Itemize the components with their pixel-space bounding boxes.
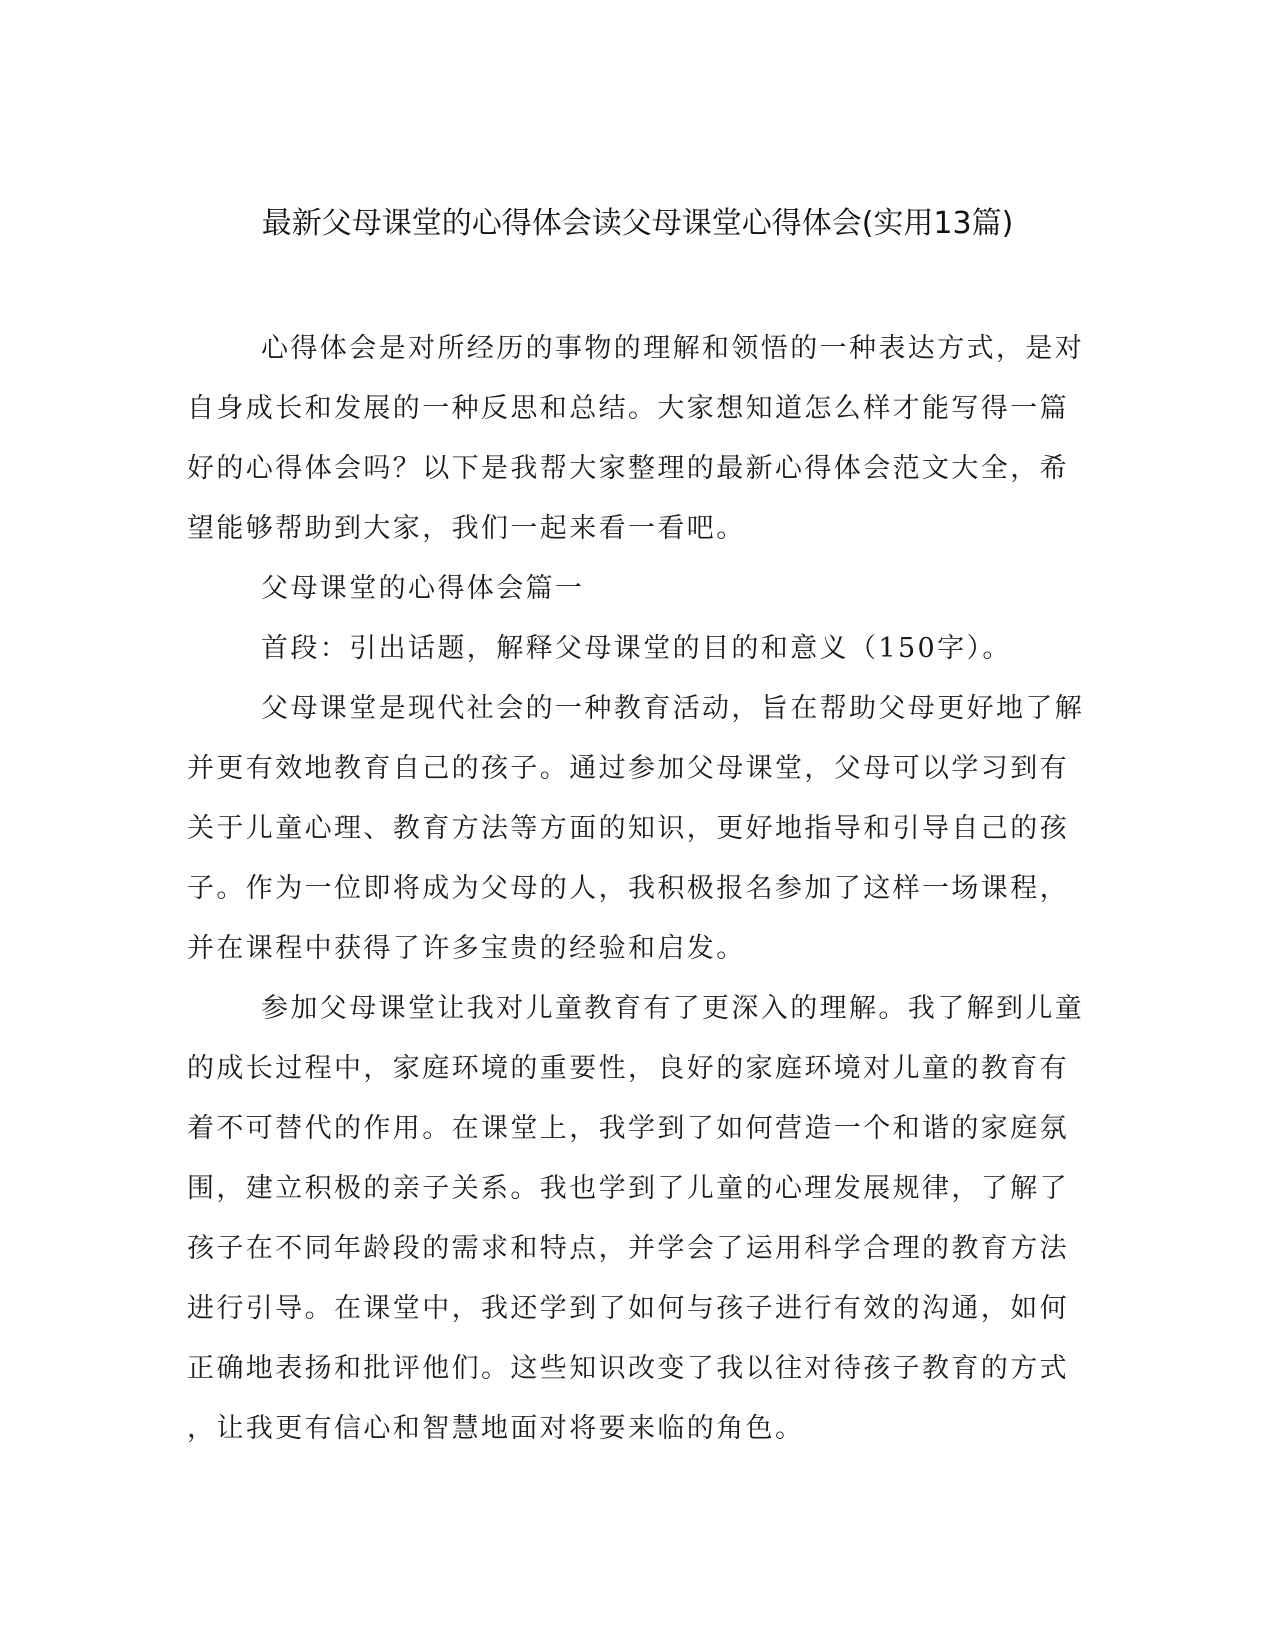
section-heading: 父母课堂的心得体会篇一 <box>261 573 585 604</box>
text-line: 首段：引出话题，解释父母课堂的目的和意义（150字）。 <box>261 633 1012 664</box>
text-line: 并更有效地教育自己的孩子。通过参加父母课堂，父母可以学习到有 <box>187 753 1069 784</box>
text-line: 参加父母课堂让我对儿童教育有了更深入的理解。我了解到儿童 <box>261 993 1085 1024</box>
text-line: 关于儿童心理、教育方法等方面的知识，更好地指导和引导自己的孩 <box>187 813 1069 844</box>
text-line: ，让我更有信心和智慧地面对将要来临的角色。 <box>187 1413 805 1444</box>
text-line: 的成长过程中，家庭环境的重要性，良好的家庭环境对儿童的教育有 <box>187 1053 1069 1084</box>
text-line: 心得体会是对所经历的事物的理解和领悟的一种表达方式，是对 <box>261 333 1085 364</box>
document-title: 最新父母课堂的心得体会读父母课堂心得体会(实用13篇) <box>261 206 1014 241</box>
text-line: 望能够帮助到大家，我们一起来看一看吧。 <box>187 513 746 544</box>
text-line: 进行引导。在课堂中，我还学到了如何与孩子进行有效的沟通，如何 <box>187 1293 1069 1324</box>
text-line: 孩子在不同年龄段的需求和特点，并学会了运用科学合理的教育方法 <box>187 1233 1069 1264</box>
document-body <box>187 327 1085 1467</box>
text-line: 并在课程中获得了许多宝贵的经验和启发。 <box>187 933 746 964</box>
text-line: 着不可替代的作用。在课堂上，我学到了如何营造一个和谐的家庭氛 <box>187 1113 1069 1144</box>
text-line: 围，建立积极的亲子关系。我也学到了儿童的心理发展规律，了解了 <box>187 1173 1069 1204</box>
text-line: 好的心得体会吗？以下是我帮大家整理的最新心得体会范文大全，希 <box>187 453 1069 484</box>
text-line: 自身成长和发展的一种反思和总结。大家想知道怎么样才能写得一篇 <box>187 393 1069 424</box>
text-line: 正确地表扬和批评他们。这些知识改变了我以往对待孩子教育的方式 <box>187 1353 1069 1384</box>
text-line: 子。作为一位即将成为父母的人，我积极报名参加了这样一场课程， <box>187 873 1069 904</box>
text-line: 父母课堂是现代社会的一种教育活动，旨在帮助父母更好地了解 <box>261 693 1085 724</box>
